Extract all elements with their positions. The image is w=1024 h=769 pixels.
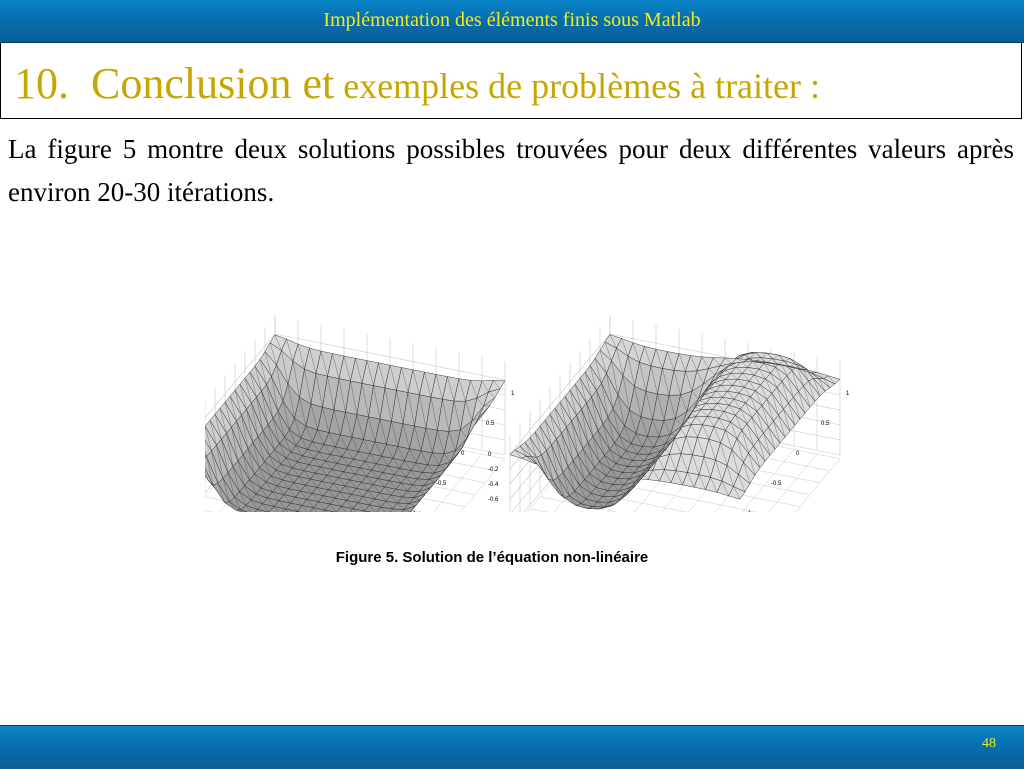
right-plot-z-tick: -0.4 bbox=[488, 482, 499, 488]
right-plot-floor-line bbox=[530, 509, 760, 512]
figure-5 bbox=[205, 262, 865, 512]
surface-plots bbox=[205, 262, 865, 512]
footer-bar bbox=[0, 725, 1024, 769]
right-plot-z-tick: -0.2 bbox=[488, 467, 499, 473]
right-plot-y-tick: 1 bbox=[846, 391, 850, 397]
title-part2: exemples de problèmes à traiter : bbox=[334, 66, 820, 106]
left-plot-y-tick: 1 bbox=[511, 391, 515, 397]
header-bar bbox=[0, 0, 1024, 43]
right-plot-y-tick bbox=[746, 511, 752, 512]
right-plot-y-tick: 0.5 bbox=[821, 421, 830, 427]
slide-title bbox=[14, 58, 820, 109]
title-number: 10. bbox=[14, 59, 69, 108]
right-plot-y-tick: -0.5 bbox=[771, 481, 782, 487]
right-plot-z-tick: 0 bbox=[488, 452, 492, 458]
left-plot-y-tick: 0.5 bbox=[486, 421, 495, 427]
left-plot-y-tick bbox=[411, 511, 417, 512]
left-plot-y-tick: 0 bbox=[461, 451, 465, 457]
left-plot-y-tick: -0.5 bbox=[436, 481, 447, 487]
title-part1: Conclusion et bbox=[91, 59, 334, 108]
right-plot-z-tick: -0.6 bbox=[488, 497, 499, 503]
figure-caption: Figure 5. Solution de l’équation non-linéaire bbox=[0, 549, 984, 566]
slide-paragraph: La figure 5 montre deux solutions possibles trouvées pour deux différentes valeurs après environ 20-30 itérations. bbox=[8, 128, 1014, 214]
header-title: Implémentation des éléments finis sous Matlab bbox=[0, 9, 1024, 32]
right-plot-y-tick: 0 bbox=[796, 451, 800, 457]
page-number: 48 bbox=[982, 736, 996, 752]
